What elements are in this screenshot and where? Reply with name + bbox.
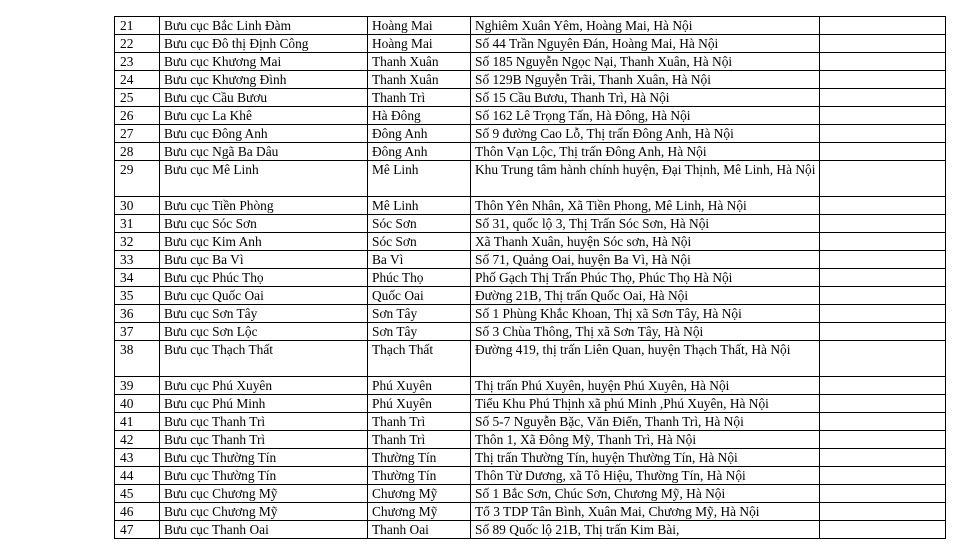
row-number-cell: 29 (115, 161, 160, 197)
district-cell: Thường Tín (368, 449, 471, 467)
address-cell: Số 1 Phùng Khắc Khoan, Thị xã Sơn Tây, Hà Nội (471, 305, 820, 323)
post-office-name-cell: Bưu cục La Khê (160, 107, 368, 125)
note-cell (820, 413, 946, 431)
district-cell: Sơn Tây (368, 323, 471, 341)
district-cell: Mê Linh (368, 161, 471, 197)
table-row (115, 17, 946, 35)
row-number-cell: 22 (115, 35, 160, 53)
table-row (115, 269, 946, 287)
table-row (115, 521, 946, 539)
table-row (115, 485, 946, 503)
table-row (115, 161, 946, 197)
address-cell: Đường 21B, Thị trấn Quốc Oai, Hà Nội (471, 287, 820, 305)
district-cell: Ba Vì (368, 251, 471, 269)
note-cell (820, 197, 946, 215)
note-cell (820, 35, 946, 53)
note-cell (820, 17, 946, 35)
post-office-name-cell: Bưu cục Đô thị Định Công (160, 35, 368, 53)
table-row (115, 197, 946, 215)
district-cell: Thanh Xuân (368, 71, 471, 89)
post-office-name-cell: Bưu cục Khương Đình (160, 71, 368, 89)
table-row (115, 125, 946, 143)
district-cell: Sơn Tây (368, 305, 471, 323)
address-cell: Số 3 Chùa Thông, Thị xã Sơn Tây, Hà Nội (471, 323, 820, 341)
post-office-name-cell: Bưu cục Khương Mai (160, 53, 368, 71)
district-cell: Thanh Xuân (368, 53, 471, 71)
table-row (115, 503, 946, 521)
district-cell: Hoàng Mai (368, 17, 471, 35)
row-number-cell: 36 (115, 305, 160, 323)
note-cell (820, 161, 946, 197)
note-cell (820, 89, 946, 107)
row-number-cell: 37 (115, 323, 160, 341)
address-cell: Số 31, quốc lộ 3, Thị Trấn Sóc Sơn, Hà Nội (471, 215, 820, 233)
row-number-cell: 43 (115, 449, 160, 467)
post-office-name-cell: Bưu cục Mê Linh (160, 161, 368, 197)
address-cell: Tiểu Khu Phú Thịnh xã phú Minh ,Phú Xuyên, Hà Nội (471, 395, 820, 413)
note-cell (820, 143, 946, 161)
note-cell (820, 107, 946, 125)
district-cell: Đông Anh (368, 125, 471, 143)
address-cell: Thôn Từ Dương, xã Tô Hiệu, Thường Tín, Hà Nội (471, 467, 820, 485)
post-office-name-cell: Bưu cục Cầu Bươu (160, 89, 368, 107)
note-cell (820, 467, 946, 485)
district-cell: Đông Anh (368, 143, 471, 161)
note-cell (820, 431, 946, 449)
post-office-table (114, 16, 946, 539)
note-cell (820, 503, 946, 521)
row-number-cell: 47 (115, 521, 160, 539)
post-office-name-cell: Bưu cục Thường Tín (160, 467, 368, 485)
district-cell: Thường Tín (368, 467, 471, 485)
address-cell: Tổ 3 TDP Tân Bình, Xuân Mai, Chương Mỹ, Hà Nội (471, 503, 820, 521)
address-cell: Số 44 Trần Nguyên Đán, Hoàng Mai, Hà Nội (471, 35, 820, 53)
table-row (115, 53, 946, 71)
address-cell: Số 71, Quảng Oai, huyện Ba Vì, Hà Nội (471, 251, 820, 269)
address-cell: Nghiêm Xuân Yêm, Hoàng Mai, Hà Nội (471, 17, 820, 35)
district-cell: Hà Đông (368, 107, 471, 125)
address-cell: Số 1 Bắc Sơn, Chúc Sơn, Chương Mỹ, Hà Nội (471, 485, 820, 503)
row-number-cell: 42 (115, 431, 160, 449)
note-cell (820, 377, 946, 395)
table-row (115, 413, 946, 431)
district-cell: Thanh Oai (368, 521, 471, 539)
address-cell: Thôn 1, Xã Đông Mỹ, Thanh Trì, Hà Nội (471, 431, 820, 449)
address-cell: Số 89 Quốc lộ 21B, Thị trấn Kim Bài, (471, 521, 820, 539)
post-office-name-cell: Bưu cục Thanh Oai (160, 521, 368, 539)
table-row (115, 305, 946, 323)
district-cell: Phú Xuyên (368, 377, 471, 395)
note-cell (820, 71, 946, 89)
post-office-name-cell: Bưu cục Phú Minh (160, 395, 368, 413)
row-number-cell: 34 (115, 269, 160, 287)
district-cell: Chương Mỹ (368, 503, 471, 521)
table-row (115, 287, 946, 305)
address-cell: Số 162 Lê Trọng Tấn, Hà Đông, Hà Nội (471, 107, 820, 125)
post-office-name-cell: Bưu cục Chương Mỹ (160, 485, 368, 503)
row-number-cell: 32 (115, 233, 160, 251)
post-office-name-cell: Bưu cục Kim Anh (160, 233, 368, 251)
note-cell (820, 125, 946, 143)
table-row (115, 449, 946, 467)
district-cell: Quốc Oai (368, 287, 471, 305)
post-office-name-cell: Bưu cục Bắc Linh Đàm (160, 17, 368, 35)
address-cell: Thôn Yên Nhân, Xã Tiền Phong, Mê Linh, Hà Nội (471, 197, 820, 215)
post-office-name-cell: Bưu cục Ngã Ba Dâu (160, 143, 368, 161)
district-cell: Thanh Trì (368, 413, 471, 431)
post-office-name-cell: Bưu cục Thanh Trì (160, 431, 368, 449)
row-number-cell: 26 (115, 107, 160, 125)
table-row (115, 431, 946, 449)
row-number-cell: 35 (115, 287, 160, 305)
district-cell: Thanh Trì (368, 431, 471, 449)
row-number-cell: 45 (115, 485, 160, 503)
row-number-cell: 30 (115, 197, 160, 215)
district-cell: Phú Xuyên (368, 395, 471, 413)
row-number-cell: 40 (115, 395, 160, 413)
address-cell: Thị trấn Thường Tín, huyện Thường Tín, Hà Nội (471, 449, 820, 467)
row-number-cell: 27 (115, 125, 160, 143)
row-number-cell: 31 (115, 215, 160, 233)
district-cell: Phúc Thọ (368, 269, 471, 287)
address-cell: Khu Trung tâm hành chính huyện, Đại Thịnh, Mê Linh, Hà Nội (471, 161, 820, 197)
table-row (115, 395, 946, 413)
row-number-cell: 23 (115, 53, 160, 71)
row-number-cell: 33 (115, 251, 160, 269)
note-cell (820, 233, 946, 251)
row-number-cell: 28 (115, 143, 160, 161)
district-cell: Sóc Sơn (368, 215, 471, 233)
note-cell (820, 53, 946, 71)
note-cell (820, 341, 946, 377)
note-cell (820, 305, 946, 323)
post-office-name-cell: Bưu cục Sơn Lộc (160, 323, 368, 341)
post-office-name-cell: Bưu cục Thạch Thất (160, 341, 368, 377)
district-cell: Thanh Trì (368, 89, 471, 107)
district-cell: Hoàng Mai (368, 35, 471, 53)
table-row (115, 35, 946, 53)
row-number-cell: 38 (115, 341, 160, 377)
address-cell: Số 5-7 Nguyễn Bặc, Văn Điển, Thanh Trì, Hà Nội (471, 413, 820, 431)
post-office-name-cell: Bưu cục Phúc Thọ (160, 269, 368, 287)
district-cell: Chương Mỹ (368, 485, 471, 503)
post-office-table-sheet (114, 16, 946, 539)
address-cell: Thôn Vạn Lộc, Thị trấn Đông Anh, Hà Nội (471, 143, 820, 161)
table-row (115, 323, 946, 341)
post-office-name-cell: Bưu cục Chương Mỹ (160, 503, 368, 521)
address-cell: Xã Thanh Xuân, huyện Sóc sơn, Hà Nội (471, 233, 820, 251)
row-number-cell: 44 (115, 467, 160, 485)
post-office-name-cell: Bưu cục Đông Anh (160, 125, 368, 143)
note-cell (820, 251, 946, 269)
post-office-name-cell: Bưu cục Phú Xuyên (160, 377, 368, 395)
table-row (115, 215, 946, 233)
post-office-name-cell: Bưu cục Ba Vì (160, 251, 368, 269)
note-cell (820, 323, 946, 341)
district-cell: Sóc Sơn (368, 233, 471, 251)
post-office-name-cell: Bưu cục Thường Tín (160, 449, 368, 467)
post-office-name-cell: Bưu cục Sơn Tây (160, 305, 368, 323)
post-office-name-cell: Bưu cục Tiền Phòng (160, 197, 368, 215)
post-office-name-cell: Bưu cục Thanh Trì (160, 413, 368, 431)
row-number-cell: 41 (115, 413, 160, 431)
note-cell (820, 287, 946, 305)
row-number-cell: 25 (115, 89, 160, 107)
address-cell: Số 129B Nguyễn Trãi, Thanh Xuân, Hà Nội (471, 71, 820, 89)
note-cell (820, 395, 946, 413)
table-row (115, 377, 946, 395)
table-body (115, 17, 946, 539)
table-row (115, 233, 946, 251)
table-row (115, 71, 946, 89)
table-row (115, 467, 946, 485)
post-office-name-cell: Bưu cục Quốc Oai (160, 287, 368, 305)
note-cell (820, 269, 946, 287)
district-cell: Mê Linh (368, 197, 471, 215)
row-number-cell: 24 (115, 71, 160, 89)
note-cell (820, 449, 946, 467)
table-row (115, 251, 946, 269)
note-cell (820, 485, 946, 503)
district-cell: Thạch Thất (368, 341, 471, 377)
address-cell: Số 15 Cầu Bươu, Thanh Trì, Hà Nội (471, 89, 820, 107)
table-row (115, 143, 946, 161)
note-cell (820, 521, 946, 539)
note-cell (820, 215, 946, 233)
post-office-name-cell: Bưu cục Sóc Sơn (160, 215, 368, 233)
address-cell: Số 9 đường Cao Lỗ, Thị trấn Đông Anh, Hà Nội (471, 125, 820, 143)
address-cell: Đường 419, thị trấn Liên Quan, huyện Thạch Thất, Hà Nội (471, 341, 820, 377)
table-row (115, 89, 946, 107)
table-row (115, 341, 946, 377)
address-cell: Số 185 Nguyễn Ngọc Nại, Thanh Xuân, Hà Nội (471, 53, 820, 71)
table-row (115, 107, 946, 125)
row-number-cell: 46 (115, 503, 160, 521)
row-number-cell: 21 (115, 17, 160, 35)
row-number-cell: 39 (115, 377, 160, 395)
address-cell: Thị trấn Phú Xuyên, huyện Phú Xuyên, Hà Nội (471, 377, 820, 395)
address-cell: Phố Gạch Thị Trấn Phúc Thọ, Phúc Thọ Hà Nội (471, 269, 820, 287)
